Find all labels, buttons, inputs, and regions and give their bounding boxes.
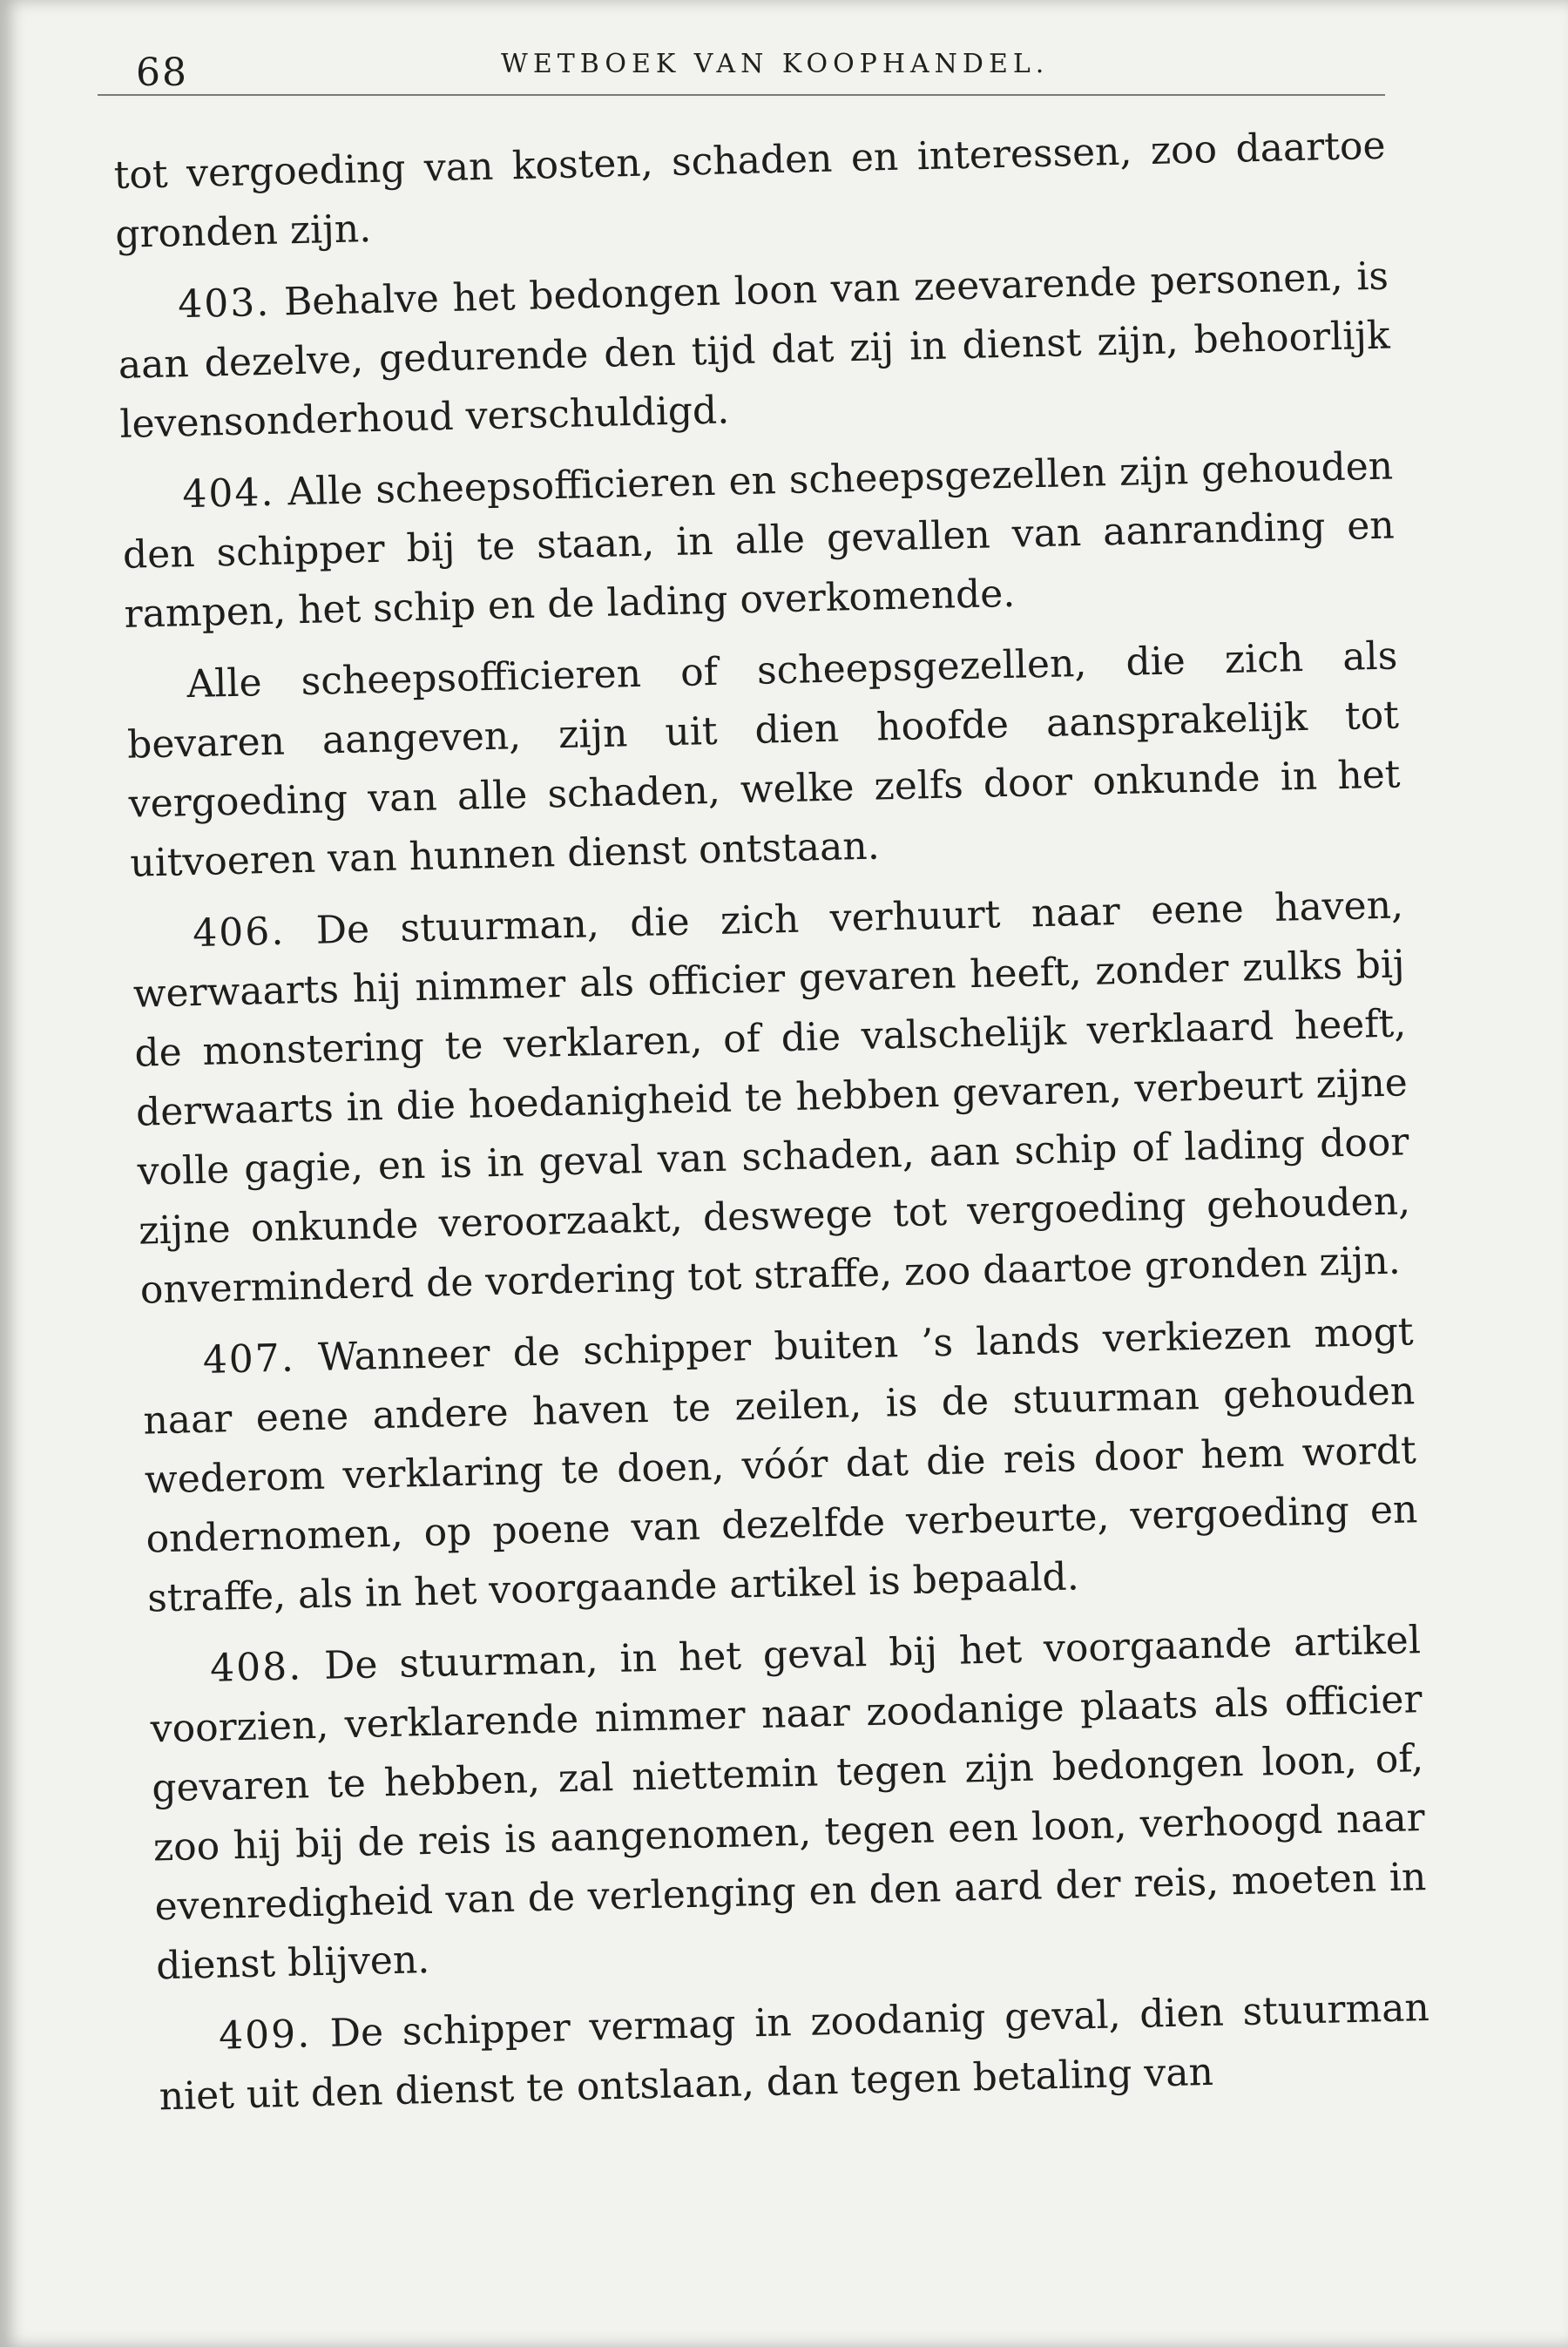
article-403 <box>117 247 1392 455</box>
paragraph-text: De schipper vermag in zoodanig geval, dien stuurman niet uit den dienst te ontslaan, dan tegen betaling van <box>159 1985 1430 2120</box>
article-407 <box>141 1302 1420 1628</box>
paragraph-text: Behalve het bedongen loon van zeevarende personen, is aan dezelve, gedurende den tijd dat zij in dienst zijn, behoorlijk levensonderhoud verschuldigd. <box>118 254 1391 447</box>
paragraph-text: Alle scheepsofficieren of scheepsgezellen, die zich als bevaren aangeven, zijn uit dien hoofde aansprakelijk tot vergoeding van alle schaden, welke zelfs door onkunde in het uitvoeren van hunnen dienst ontstaan. <box>126 633 1401 886</box>
page-number: 68 <box>136 51 188 95</box>
paragraph-text: De stuurman, die zich verhuurt naar eene haven, werwaarts hij nimmer als officier gevaren heeft, zonder zulks bij de monstering te verklaren, of die valschelijk verklaard heeft, derwaarts in die hoedanigheid te hebben gevaren, verbeurt zijne volle gagie, en is in geval van schaden, aan schip of lading door zijne onkunde veroorzaakt, deswege tot vergoeding gehouden, onverminderd de vordering tot straffe, zoo daartoe gronden zijn. <box>132 883 1411 1313</box>
article-number: 406. <box>192 909 286 957</box>
article-number: 408. <box>209 1644 303 1691</box>
article-404 <box>121 437 1396 645</box>
article-405-paragraph <box>125 626 1402 893</box>
running-header: WETBOEK VAN KOOPHANDEL. <box>501 49 1050 79</box>
paragraph-text: De stuurman, in het geval bij het voorgaande artikel voorzien, verklarende nimmer naar zoodanige plaats als officier gevaren te hebben, zal niettemin tegen zijn bedongen loon, of, zoo hij bij de reis is aangenomen, tegen een loon, verhoogd naar evenredigheid van de verlenging en den aard der reis, moeten in dienst blijven. <box>150 1618 1427 1989</box>
body-text <box>113 117 1431 2140</box>
paragraph-text: Wanneer de schipper buiten ’s lands verkiezen mogt naar eene andere haven te zeilen, is de stuurman gehouden wederom verklaring te doen, vóór dat die reis door hem wordt ondernomen, op poene van dezelfde verbeurte, vergoeding en straffe, als in het voorgaande artikel is bepaald. <box>142 1309 1418 1621</box>
article-406 <box>132 876 1413 1320</box>
article-number: 404. <box>181 470 275 517</box>
article-408 <box>148 1611 1428 1996</box>
paragraph-text: Alle scheepsofficieren en scheepsgezellen zijn gehouden den schipper bij te staan, in alle gevallen van aanranding en rampen, het schip en de lading overkomende. <box>122 443 1396 637</box>
article-number: 403. <box>177 280 271 328</box>
paragraph-continuation <box>113 117 1388 265</box>
paragraph-text: tot vergoeding van kosten, schaden en interessen, zoo daartoe gronden zijn. <box>113 123 1386 257</box>
article-number: 407. <box>202 1336 296 1383</box>
article-number: 409. <box>218 2012 312 2059</box>
header-rule <box>98 94 1385 96</box>
article-409 <box>157 1978 1431 2127</box>
